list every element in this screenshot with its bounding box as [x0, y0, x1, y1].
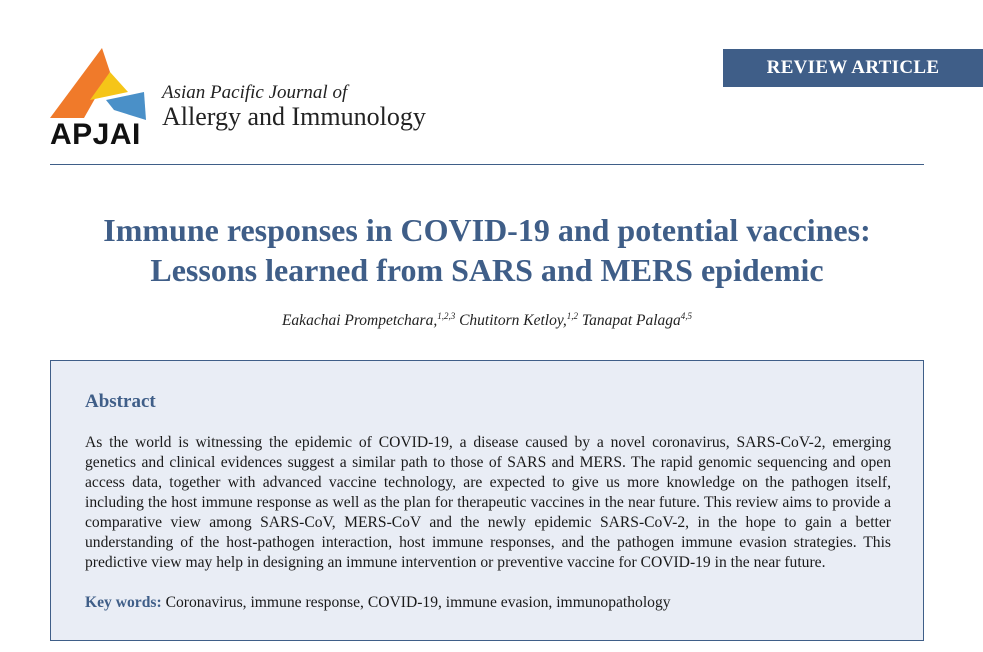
author-affiliation: 4,5	[680, 311, 693, 321]
logo-orange-shape	[50, 48, 110, 118]
author-list	[50, 311, 924, 330]
author-name: Tanapat Palaga	[581, 312, 681, 329]
keywords-label: Key words:	[85, 594, 162, 611]
author-affiliation: 1,2	[566, 311, 578, 321]
logo-blue-shape	[106, 92, 146, 120]
title-line-1: Immune responses in COVID-19 and potential vaccines:	[103, 212, 871, 248]
keywords-list: Coronavirus, immune response, COVID-19, immune evasion, immunopathology	[165, 594, 671, 611]
logo-wordmark: APJAI	[50, 118, 141, 151]
abstract-box	[50, 360, 924, 641]
author-affiliation: 1,2,3	[437, 311, 456, 321]
abstract-heading: Abstract	[85, 391, 156, 412]
title-line-2: Lessons learned from SARS and MERS epidemic	[150, 252, 824, 288]
article-title	[50, 210, 924, 290]
header-divider	[50, 164, 924, 165]
author-name: Chutitorn Ketloy,	[459, 312, 567, 329]
journal-name-line1: Asian Pacific Journal of	[162, 82, 348, 103]
article-type-badge: REVIEW ARTICLE	[723, 49, 983, 87]
author-name: Eakachai Prompetchara,	[281, 312, 438, 329]
apjai-logo-icon	[50, 48, 150, 120]
journal-name-line2: Allergy and Immunology	[162, 102, 426, 131]
abstract-text: As the world is witnessing the epidemic of COVID-19, a disease caused by a novel coronavirus, SARS-CoV-2, emerging genetics and clinical evidences suggest a similar path to those of SARS and MERS. The rapid genomic sequencing and open access data, together with advanced vaccine technology, are expected to give us more knowledge on the pathogen itself, including the host immune response as well as the plan for therapeutic vaccines in the near future. This review aims to provide a comparative view among SARS-CoV, MERS-CoV and the newly epidemic SARS-CoV-2, in the hope to gain a better understanding of the host-pathogen interaction, host immune responses, and the pathogen immune evasion strategies. This predictive view may help in designing an immune intervention or preventive vaccine for COVID-19 in the near future.	[85, 434, 891, 571]
keywords	[85, 594, 891, 612]
